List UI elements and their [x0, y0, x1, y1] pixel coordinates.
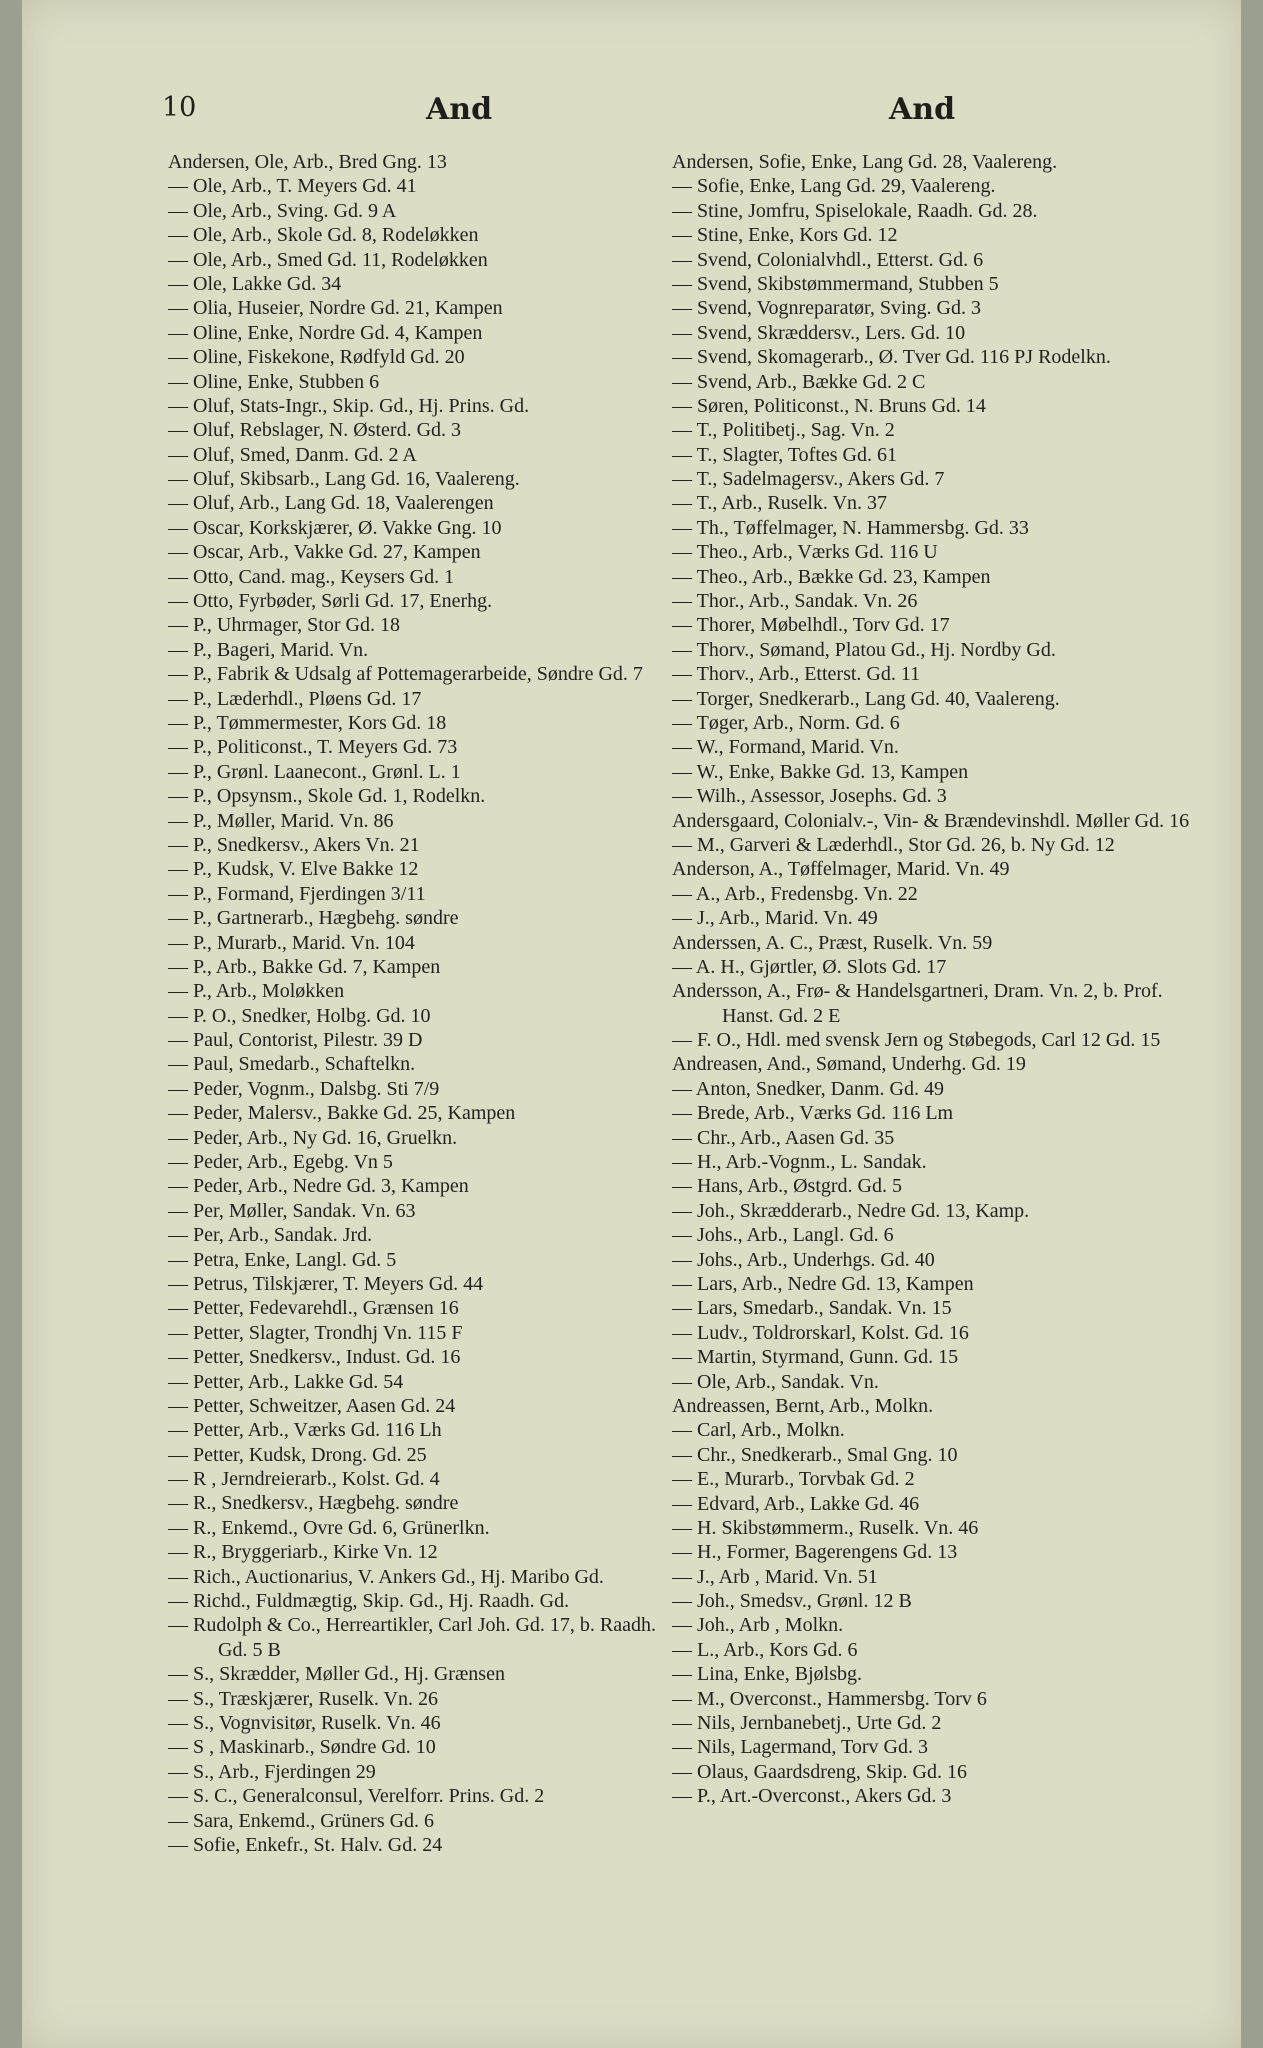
directory-entry: — Lars, Arb., Nedre Gd. 13, Kampen	[672, 1273, 974, 1295]
directory-entry: — Anton, Snedker, Danm. Gd. 49	[672, 1077, 944, 1100]
directory-entry: — Oluf, Arb., Lang Gd. 18, Vaalerengen	[168, 492, 494, 515]
directory-entry: — Petra, Enke, Langl. Gd. 5	[168, 1248, 397, 1271]
directory-entry: — L., Arb., Kors Gd. 6	[672, 1638, 858, 1661]
directory-entry: — R., Enkemd., Ovre Gd. 6, Grünerlkn.	[168, 1516, 490, 1539]
directory-entry: — Ole, Arb., Smed Gd. 11, Rodeløkken	[168, 248, 488, 271]
directory-entry: — Thor., Arb., Sandak. Vn. 26	[672, 590, 918, 613]
directory-entry: — Johs., Arb., Langl. Gd. 6	[672, 1224, 894, 1247]
directory-entry: — P., Arb., Bakke Gd. 7, Kampen	[168, 955, 441, 978]
directory-entry: — P., Møller, Marid. Vn. 86	[168, 809, 394, 832]
directory-entry: — S. C., Generalconsul, Verelforr. Prins. Gd. 2	[168, 1785, 545, 1808]
directory-entry: — Oluf, Smed, Danm. Gd. 2 A	[168, 443, 417, 466]
directory-entry: — P., Uhrmager, Stor Gd. 18	[168, 614, 400, 637]
directory-entry: — Rich., Auctionarius, V. Ankers Gd., Hj. Maribo Gd.	[168, 1565, 604, 1588]
page-number: 10	[162, 92, 197, 123]
directory-entry: — Oline, Fiskekone, Rødfyld Gd. 20	[168, 346, 465, 369]
directory-entry: — Paul, Smedarb., Schaftelkn.	[168, 1053, 416, 1076]
directory-entry: — T., Politibetj., Sag. Vn. 2	[672, 419, 895, 442]
directory-entry: Anderssen, A. C., Præst, Ruselk. Vn. 59	[672, 931, 993, 954]
directory-entry: — R , Jerndreierarb., Kolst. Gd. 4	[168, 1468, 440, 1491]
directory-entry: — Oline, Enke, Stubben 6	[168, 370, 380, 393]
directory-entry: — P., Tømmermester, Kors Gd. 18	[168, 711, 447, 734]
directory-entry: — Petter, Slagter, Trondhj Vn. 115 F	[168, 1321, 463, 1344]
running-head-left: And	[426, 92, 493, 127]
directory-entry: — Svend, Colonialvhdl., Etterst. Gd. 6	[672, 248, 984, 271]
directory-entry: — W., Enke, Bakke Gd. 13, Kampen	[672, 760, 969, 783]
directory-entry: Andersgaard, Colonialv.-, Vin- & Brændevinshdl. Møller Gd. 16	[672, 809, 1190, 832]
directory-entry: — Joh., Smedsv., Grønl. 12 B	[672, 1590, 912, 1613]
directory-entry: — Oscar, Korkskjærer, Ø. Vakke Gng. 10	[168, 516, 502, 539]
directory-entry: — Wilh., Assessor, Josephs. Gd. 3	[672, 785, 947, 808]
directory-entry: — Richd., Fuldmægtig, Skip. Gd., Hj. Raadh. Gd.	[168, 1590, 570, 1613]
directory-entry: — Søren, Politiconst., N. Bruns Gd. 14	[672, 394, 986, 417]
directory-entry: — Svend, Vognreparatør, Sving. Gd. 3	[672, 297, 981, 320]
directory-entry: Andersen, Sofie, Enke, Lang Gd. 28, Vaalereng.	[672, 151, 1058, 173]
directory-entry: — Oline, Enke, Nordre Gd. 4, Kampen	[168, 321, 483, 344]
directory-entry: — P., Kudsk, V. Elve Bakke 12	[168, 858, 419, 881]
directory-entry: — Ole, Arb., Sving. Gd. 9 A	[168, 199, 397, 222]
directory-entry: — M., Overconst., Hammersbg. Torv 6	[672, 1687, 987, 1710]
directory-entry: — P., Arb., Moløkken	[168, 980, 345, 1003]
directory-entry: Andreasen, And., Sømand, Underhg. Gd. 19	[672, 1053, 1026, 1076]
directory-entry: — Peder, Arb., Egebg. Vn 5	[168, 1151, 393, 1174]
page-header	[22, 92, 1241, 132]
directory-entry: — Torger, Snedkerarb., Lang Gd. 40, Vaalereng.	[672, 687, 1060, 710]
directory-entry: — P., Formand, Fjerdingen 3/11	[168, 882, 426, 905]
directory-entry: — Chr., Snedkerarb., Smal Gng. 10	[672, 1443, 958, 1466]
directory-entry: — Sara, Enkemd., Grüners Gd. 6	[168, 1809, 435, 1832]
directory-entry: — H. Skibstømmerm., Ruselk. Vn. 46	[672, 1516, 979, 1539]
directory-entry: — Theo., Arb., Bække Gd. 23, Kampen	[672, 565, 991, 588]
directory-entry: — P., Opsynsm., Skole Gd. 1, Rodelkn.	[168, 785, 486, 808]
directory-entry: Andersen, Ole, Arb., Bred Gng. 13	[168, 151, 447, 173]
directory-entry: — F. O., Hdl. med svensk Jern og Støbegods, Carl 12 Gd. 15	[672, 1029, 1161, 1052]
directory-entry: — Johs., Arb., Underhgs. Gd. 40	[672, 1248, 935, 1271]
directory-entry: — Joh., Arb , Molkn.	[672, 1614, 844, 1637]
directory-entry: — S., Træskjærer, Ruselk. Vn. 26	[168, 1687, 438, 1710]
directory-entry: — H., Arb.-Vognm., L. Sandak.	[672, 1151, 927, 1174]
directory-entry: — Edvard, Arb., Lakke Gd. 46	[672, 1492, 920, 1515]
directory-entry: — M., Garveri & Læderhdl., Stor Gd. 26, b. Ny Gd. 12	[672, 833, 1115, 856]
directory-entry: — Sofie, Enke, Lang Gd. 29, Vaalereng.	[672, 175, 996, 198]
directory-entry: — Oluf, Skibsarb., Lang Gd. 16, Vaalereng.	[168, 468, 520, 491]
directory-entry: — Olaus, Gaardsdreng, Skip. Gd. 16	[672, 1760, 967, 1783]
directory-entry: — Hans, Arb., Østgrd. Gd. 5	[672, 1175, 902, 1198]
directory-entry: — Peder, Vognm., Dalsbg. Sti 7/9	[168, 1077, 440, 1100]
directory-entry: — Peder, Arb., Nedre Gd. 3, Kampen	[168, 1175, 469, 1198]
directory-entry: — P., Murarb., Marid. Vn. 104	[168, 931, 415, 954]
directory-entry: Andreassen, Bernt, Arb., Molkn.	[672, 1394, 934, 1417]
directory-entry: — P., Gartnerarb., Hægbehg. søndre	[168, 907, 459, 930]
directory-entry: — Nils, Jernbanebetj., Urte Gd. 2	[672, 1712, 942, 1735]
directory-entry: — A., Arb., Fredensbg. Vn. 22	[672, 882, 918, 905]
directory-entry: — P., Bageri, Marid. Vn.	[168, 638, 369, 661]
directory-entry: — Paul, Contorist, Pilestr. 39 D	[168, 1029, 423, 1052]
directory-entry: — Martin, Styrmand, Gunn. Gd. 15	[672, 1346, 959, 1369]
directory-entry: — Peder, Malersv., Bakke Gd. 25, Kampen	[168, 1102, 516, 1125]
directory-entry: — Petter, Fedevarehdl., Grænsen 16	[168, 1297, 459, 1320]
directory-entry: — Oscar, Arb., Vakke Gd. 27, Kampen	[168, 541, 481, 564]
directory-entry: — Ole, Arb., T. Meyers Gd. 41	[168, 175, 417, 198]
directory-entry: — Petter, Arb., Lakke Gd. 54	[168, 1370, 404, 1393]
directory-entry: — Thorer, Møbelhdl., Torv Gd. 17	[672, 614, 950, 637]
directory-entry: — Per, Arb., Sandak. Jrd.	[168, 1224, 373, 1247]
directory-entry: — Petter, Arb., Værks Gd. 116 Lh	[168, 1419, 442, 1442]
directory-entry: — Brede, Arb., Værks Gd. 116 Lm	[672, 1102, 954, 1125]
directory-entry: — Rudolph & Co., Herreartikler, Carl Joh. Gd. 17, b. Raadh. Gd. 5 B	[168, 1614, 657, 1661]
directory-entry: — E., Murarb., Torvbak Gd. 2	[672, 1468, 915, 1491]
directory-entry: — P., Snedkersv., Akers Vn. 21	[168, 833, 420, 856]
directory-entry: — T., Sadelmagersv., Akers Gd. 7	[672, 468, 945, 491]
directory-entry: — Nils, Lagermand, Torv Gd. 3	[672, 1736, 928, 1759]
directory-entry: — W., Formand, Marid. Vn.	[672, 736, 899, 759]
directory-entry: — Svend, Skomagerarb., Ø. Tver Gd. 116 PJ Rodelkn.	[672, 346, 1111, 369]
directory-entry: — J., Arb., Marid. Vn. 49	[672, 907, 878, 930]
directory-entry: — Thorv., Sømand, Platou Gd., Hj. Nordby Gd.	[672, 638, 1056, 661]
directory-entry: — Olia, Huseier, Nordre Gd. 21, Kampen	[168, 297, 503, 320]
directory-entry: — Stine, Jomfru, Spiselokale, Raadh. Gd. 28.	[672, 199, 1038, 222]
directory-entry: — Peder, Arb., Ny Gd. 16, Gruelkn.	[168, 1126, 458, 1149]
directory-entry: — Theo., Arb., Værks Gd. 116 U	[672, 541, 938, 564]
directory-entry: — Joh., Skrædderarb., Nedre Gd. 13, Kamp.	[672, 1199, 1030, 1222]
directory-entry: — S., Arb., Fjerdingen 29	[168, 1760, 376, 1783]
directory-entry: — R., Bryggeriarb., Kirke Vn. 12	[168, 1541, 438, 1564]
directory-entry: — Tøger, Arb., Norm. Gd. 6	[672, 711, 900, 734]
directory-entry: — Otto, Cand. mag., Keysers Gd. 1	[168, 565, 455, 588]
directory-entry: — Oluf, Stats-Ingr., Skip. Gd., Hj. Prins. Gd.	[168, 394, 530, 417]
directory-entry: — Ludv., Toldrorskarl, Kolst. Gd. 16	[672, 1321, 969, 1344]
directory-entry: — Sofie, Enkefr., St. Halv. Gd. 24	[168, 1833, 443, 1856]
left-column	[168, 150, 680, 1857]
directory-entry: — Petter, Schweitzer, Aasen Gd. 24	[168, 1394, 456, 1417]
directory-entry: — Oluf, Rebslager, N. Østerd. Gd. 3	[168, 419, 462, 442]
directory-entry: — Chr., Arb., Aasen Gd. 35	[672, 1126, 895, 1149]
directory-entry: — T., Arb., Ruselk. Vn. 37	[672, 492, 888, 515]
directory-entry: Anderson, A., Tøffelmager, Marid. Vn. 49	[672, 858, 1010, 881]
directory-entry: — P., Grønl. Laanecont., Grønl. L. 1	[168, 760, 461, 783]
directory-entry: — Ole, Arb., Sandak. Vn.	[672, 1370, 879, 1393]
directory-entry: — H., Former, Bagerengens Gd. 13	[672, 1541, 958, 1564]
directory-entry: — Lars, Smedarb., Sandak. Vn. 15	[672, 1297, 952, 1320]
directory-entry: — P., Art.-Overconst., Akers Gd. 3	[672, 1785, 952, 1808]
directory-entry: — J., Arb , Marid. Vn. 51	[672, 1565, 878, 1588]
directory-entry: — Svend, Arb., Bække Gd. 2 C	[672, 370, 926, 393]
directory-entry: — Petrus, Tilskjærer, T. Meyers Gd. 44	[168, 1272, 484, 1295]
directory-entry: — Petter, Snedkersv., Indust. Gd. 16	[168, 1346, 461, 1369]
directory-entry: — Svend, Skræddersv., Lers. Gd. 10	[672, 321, 966, 344]
right-column	[672, 150, 1217, 1809]
directory-entry: — R., Snedkersv., Hægbehg. søndre	[168, 1492, 459, 1515]
directory-entry: — S., Skrædder, Møller Gd., Hj. Grænsen	[168, 1663, 505, 1686]
directory-entry: — Ole, Arb., Skole Gd. 8, Rodeløkken	[168, 224, 479, 247]
directory-entry: — A. H., Gjørtler, Ø. Slots Gd. 17	[672, 955, 947, 978]
directory-entry: — S., Vognvisitør, Ruselk. Vn. 46	[168, 1712, 441, 1735]
directory-entry: Andersson, A., Frø- & Handelsgartneri, Dram. Vn. 2, b. Prof. Hanst. Gd. 2 E	[672, 980, 1163, 1027]
directory-entry: — Otto, Fyrbøder, Sørli Gd. 17, Enerhg.	[168, 590, 493, 613]
directory-entry: — Svend, Skibstømmermand, Stubben 5	[672, 272, 999, 295]
directory-entry: — Per, Møller, Sandak. Vn. 63	[168, 1199, 416, 1222]
directory-entry: — P., Politiconst., T. Meyers Gd. 73	[168, 736, 458, 759]
directory-entry: — P., Fabrik & Udsalg af Pottemagerarbeide, Søndre Gd. 7	[168, 663, 643, 686]
directory-entry: — Thorv., Arb., Etterst. Gd. 11	[672, 663, 921, 686]
running-head-right: And	[889, 92, 956, 127]
directory-entry: — T., Slagter, Toftes Gd. 61	[672, 443, 897, 466]
directory-entry: — Th., Tøffelmager, N. Hammersbg. Gd. 33	[672, 516, 1029, 539]
directory-entry: — S , Maskinarb., Søndre Gd. 10	[168, 1736, 436, 1759]
directory-page	[22, 0, 1241, 2048]
directory-entry: — Ole, Lakke Gd. 34	[168, 272, 342, 295]
directory-entry: — Stine, Enke, Kors Gd. 12	[672, 224, 898, 247]
directory-entry: — Carl, Arb., Molkn.	[672, 1419, 845, 1442]
directory-entry: — Petter, Kudsk, Drong. Gd. 25	[168, 1443, 427, 1466]
directory-entry: — Lina, Enke, Bjølsbg.	[672, 1663, 862, 1686]
directory-entry: — P. O., Snedker, Holbg. Gd. 10	[168, 1004, 431, 1027]
directory-entry: — P., Læderhdl., Pløens Gd. 17	[168, 687, 422, 710]
